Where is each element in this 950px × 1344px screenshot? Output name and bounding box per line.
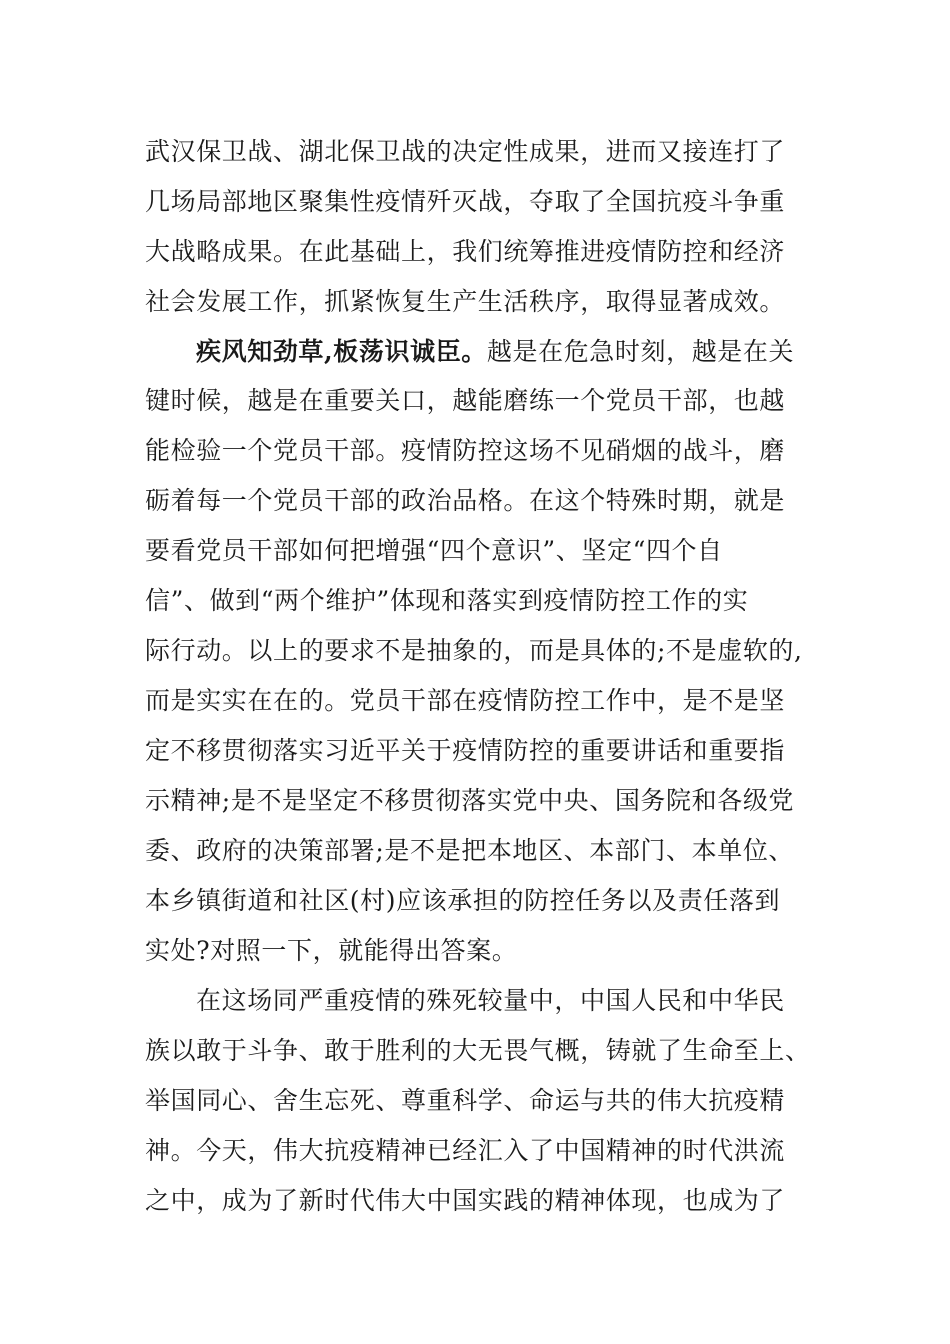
paragraph-3-line-1: 在这场同严重疫情的殊死较量中，中国人民和中华民 xyxy=(196,986,785,1015)
paragraph-2-line-8: 而是实实在在的。党员干部在疫情防控工作中，是不是坚 xyxy=(145,686,786,715)
paragraph-2-line-1 xyxy=(196,337,794,367)
paragraph-1-line-3: 大战略成果。在此基础上，我们统筹推进疫情防控和经济 xyxy=(145,237,786,266)
paragraph-2-line-2: 键时候，越是在重要关口，越能磨练一个党员干部，也越 xyxy=(145,386,786,415)
paragraph-2-line-9: 定不移贯彻落实习近平关于疫情防控的重要讲话和重要指 xyxy=(145,736,786,765)
paragraph-2-line-12: 本乡镇街道和社区(村)应该承担的防控任务以及责任落到 xyxy=(145,886,781,915)
paragraph-3-line-4: 神。今天，伟大抗疫精神已经汇入了中国精神的时代洪流 xyxy=(145,1136,786,1165)
paragraph-2-line-4: 砺着每一个党员干部的政治品格。在这个特殊时期，就是 xyxy=(145,486,786,515)
paragraph-2-line-11: 委、政府的决策部署;是不是把本地区、本部门、本单位、 xyxy=(145,836,795,865)
paragraph-2-line-5: 要看党员干部如何把增强“四个意识”、坚定“四个自 xyxy=(145,536,723,565)
paragraph-3-line-5: 之中，成为了新时代伟大中国实践的精神体现，也成为了 xyxy=(145,1186,786,1215)
paragraph-2-first-line-rest: 越是在危急时刻，越是在关 xyxy=(486,337,795,366)
paragraph-1-line-4: 社会发展工作，抓紧恢复生产生活秩序，取得显著成效。 xyxy=(145,287,786,316)
paragraph-2-line-3: 能检验一个党员干部。疫情防控这场不见硝烟的战斗，磨 xyxy=(145,436,786,465)
paragraph-3-line-2: 族以敢于斗争、敢于胜利的大无畏气概，铸就了生命至上、 xyxy=(145,1036,811,1065)
paragraph-1-line-1: 武汉保卫战、湖北保卫战的决定性成果，进而又接连打了 xyxy=(145,137,786,166)
paragraph-2-line-7: 际行动。以上的要求不是抽象的，而是具体的;不是虚软的, xyxy=(145,636,803,665)
paragraph-1-line-2: 几场局部地区聚集性疫情歼灭战，夺取了全国抗疫斗争重 xyxy=(145,187,786,216)
paragraph-3-line-3: 举国同心、舍生忘死、尊重科学、命运与共的伟大抗疫精 xyxy=(145,1086,786,1115)
paragraph-2-line-13: 实处?对照一下，就能得出答案。 xyxy=(145,936,518,965)
paragraph-2-heading: 疾风知劲草,板荡识诚臣。 xyxy=(196,337,487,366)
paragraph-2-line-6: 信”、做到“两个维护”体现和落实到疫情防控工作的实 xyxy=(145,586,749,615)
paragraph-2-line-10: 示精神;是不是坚定不移贯彻落实党中央、国务院和各级党 xyxy=(145,786,795,815)
